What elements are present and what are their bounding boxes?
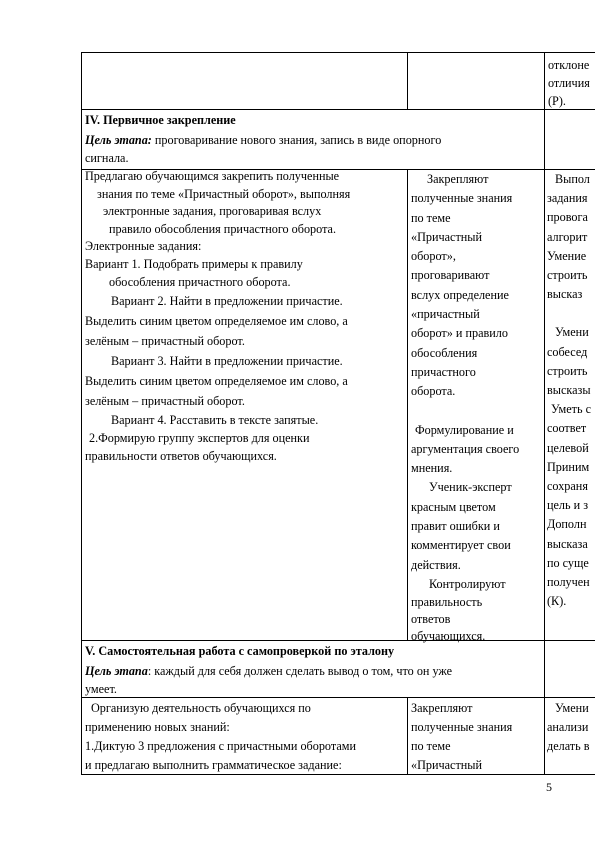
text-line: соответ	[547, 421, 587, 436]
section4-student-cell	[411, 170, 543, 645]
text-line: Выпол	[555, 172, 590, 186]
text-line: причастного	[411, 364, 476, 379]
text-line: «Причастный	[411, 229, 483, 244]
text-line: Организую деятельность обучающихся по	[91, 701, 311, 715]
text-line: электронные задания, проговаривая вслух	[103, 204, 322, 219]
text-line: отклоне	[548, 58, 590, 72]
text-line: Выделить синим цветом определяемое им слово, а	[85, 314, 348, 329]
text-line: целевой	[547, 440, 589, 455]
section5-goal-line	[85, 662, 541, 680]
table-border-left	[81, 52, 82, 775]
text-line: правильности ответов обучающихся.	[85, 448, 277, 463]
section4-header-cell	[85, 111, 541, 167]
text-line: анализи	[547, 720, 589, 734]
text-line: правит ошибки и	[411, 519, 500, 534]
text-line: высказы	[547, 383, 591, 398]
row-divider-1	[81, 109, 595, 110]
text-line: применению новых знаний:	[85, 720, 230, 734]
lesson-table	[81, 52, 595, 775]
text-line: «Причастный	[411, 758, 483, 772]
text-line: Закрепляют	[411, 701, 473, 715]
column-divider-s5head	[544, 640, 545, 697]
text-line: задания	[547, 191, 588, 206]
text-line: алгорит	[547, 229, 588, 244]
text-line: ответов	[411, 612, 451, 627]
section5-goal-line2: умеет.	[85, 682, 117, 696]
section4-goal-line	[85, 131, 541, 149]
section5-goal-text: : каждый для себя должен сделать вывод о том, что он уже	[147, 664, 453, 678]
section5-uud-cell	[547, 699, 595, 756]
section5-student-cell	[411, 699, 543, 775]
text-line: зелёным – причастный оборот.	[85, 394, 245, 409]
text-line: высказ	[547, 287, 583, 302]
section4-teacher-cell	[85, 168, 405, 465]
text-line: правило обособления причастного оборота.	[109, 221, 337, 236]
text-line: Уметь с	[551, 402, 592, 417]
text-line: по суще	[547, 555, 589, 570]
column-divider-s4-1	[407, 169, 408, 640]
text-line: Контролируют	[429, 576, 506, 591]
text-line: по теме	[411, 210, 451, 225]
text-line: комментирует свои	[411, 538, 511, 553]
text-line: Закрепляют	[427, 172, 489, 186]
text-line: Приним	[547, 459, 590, 474]
section4-goal-text: проговаривание нового знания, запись в виде опорного	[151, 133, 442, 147]
text-line: Вариант 3. Найти в предложении причастие.	[111, 354, 343, 369]
text-line: полученные знания	[411, 191, 513, 206]
text-line: Вариант 4. Расставить в тексте запятые.	[111, 413, 319, 428]
text-line: Электронные задания:	[85, 239, 202, 254]
text-line: правильность	[411, 595, 483, 610]
page-number: 5	[546, 780, 552, 794]
text-line: мнения.	[411, 461, 453, 476]
text-line: строить	[547, 268, 588, 283]
text-line: Вариант 1. Подобрать примеры к правилу	[85, 256, 303, 271]
text-line: 2.Формирую группу экспертов для оценки	[89, 431, 310, 446]
text-line	[547, 304, 595, 323]
column-divider-s4-2	[544, 169, 545, 640]
text-line	[411, 402, 543, 421]
text-line: по теме	[411, 739, 451, 753]
text-line: знания по теме «Причастный оборот», выполняя	[97, 186, 351, 201]
text-line: цель и з	[547, 498, 589, 513]
section5-title: V. Самостоятельная работа с самопроверкой по эталону	[85, 644, 395, 658]
text-line: (К).	[547, 594, 567, 609]
column-divider-top-1	[407, 52, 408, 109]
section4-goal-line2: сигнала.	[85, 151, 129, 165]
text-line: зелёным – причастный оборот.	[85, 334, 245, 349]
text-line: Формулирование и	[415, 422, 514, 437]
text-line: оборот» и правило	[411, 326, 508, 341]
text-line: оборот»,	[411, 249, 456, 264]
text-line: красным цветом	[411, 499, 496, 514]
text-line: собесед	[547, 344, 588, 359]
text-line: аргументация своего	[411, 441, 520, 456]
text-line: и предлагаю выполнить грамматическое задание:	[85, 758, 342, 772]
text-line: Умение	[547, 248, 587, 263]
text-line: Умени	[555, 325, 589, 340]
text-line: обособления причастного оборота.	[109, 274, 291, 289]
column-divider-s5-2	[544, 697, 545, 775]
text-line: вслух определение	[411, 287, 509, 302]
text-line: высказа	[547, 536, 588, 551]
text-line: Умени	[555, 701, 589, 715]
text-line: получен	[547, 575, 590, 590]
column-divider-s5-1	[407, 697, 408, 775]
text-line: Выделить синим цветом определяемое им слово, а	[85, 374, 348, 389]
column-divider-top-2	[544, 52, 545, 169]
text-line: действия.	[411, 557, 461, 572]
text-line: Дополн	[547, 517, 587, 532]
text-line: полученные знания	[411, 720, 513, 734]
text-line: делать в	[547, 739, 590, 753]
text-line: Вариант 2. Найти в предложении причастие.	[111, 294, 343, 309]
section5-goal-label: Цель этапа	[85, 664, 148, 678]
section4-uud-cell	[547, 170, 595, 611]
text-line: строить	[547, 363, 588, 378]
text-line: оборота.	[411, 384, 456, 399]
section4-goal-label: Цель этапа:	[85, 133, 152, 147]
section4-title: IV. Первичное закрепление	[85, 113, 236, 127]
text-line: (Р).	[548, 94, 566, 108]
table-border-top	[81, 52, 595, 53]
text-line: обучающихся.	[411, 629, 486, 644]
top-row-uud-cell	[548, 56, 595, 110]
text-line: отличия	[548, 76, 590, 90]
section5-teacher-cell	[85, 699, 405, 775]
section5-header-cell	[85, 642, 541, 698]
text-line: «причастный	[411, 307, 480, 322]
text-line: 1.Диктую 3 предложения с причастными оборотами	[85, 739, 356, 753]
text-line: проговаривают	[411, 268, 490, 283]
text-line: обособления	[411, 345, 478, 360]
text-line: провогa	[547, 210, 588, 225]
text-line: Ученик-эксперт	[429, 480, 512, 495]
text-line: Предлагаю обучающимся закрепить полученные	[85, 169, 340, 183]
text-line: сохраня	[547, 479, 588, 494]
